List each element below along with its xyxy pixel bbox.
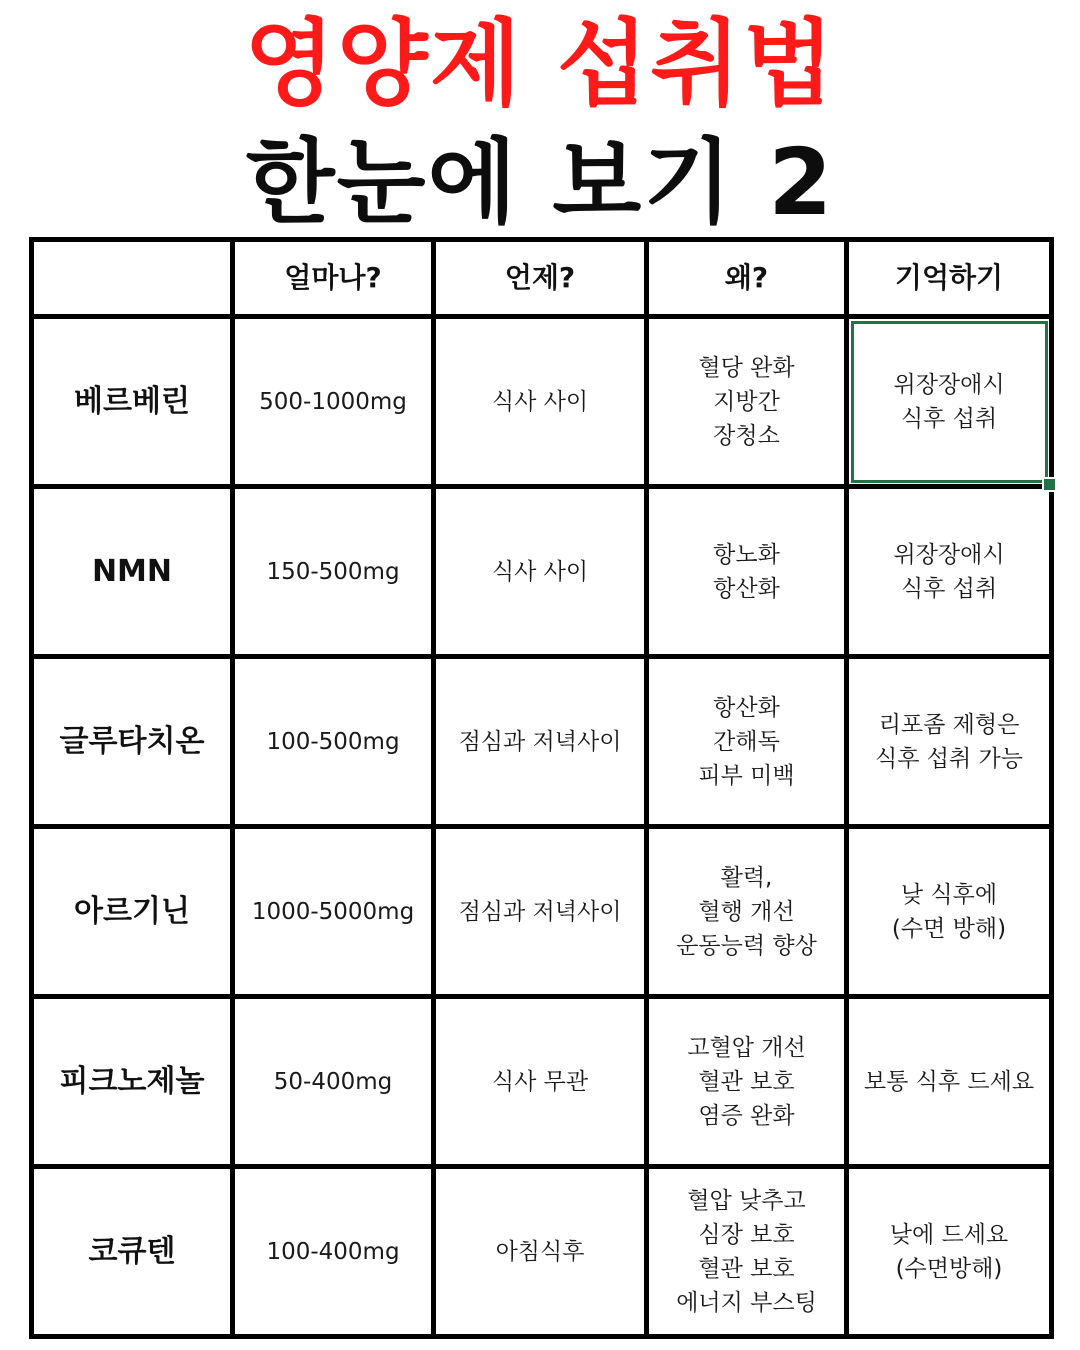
cell-when[interactable]: 점심과 저녁사이 <box>434 827 647 997</box>
cell-when[interactable]: 식사 사이 <box>434 487 647 657</box>
cell-name[interactable]: NMN <box>32 487 233 657</box>
cell-remember[interactable]: 보통 식후 드세요 <box>847 997 1052 1167</box>
table-row <box>32 827 1052 997</box>
cell-why[interactable]: 항산화 간해독 피부 미백 <box>647 657 847 827</box>
table-row <box>32 317 1052 487</box>
cell-when[interactable]: 아침식후 <box>434 1167 647 1337</box>
table-header-row <box>32 240 1052 317</box>
cell-amount[interactable]: 1000-5000mg <box>233 827 434 997</box>
cell-amount[interactable]: 100-500mg <box>233 657 434 827</box>
cell-why[interactable]: 항노화 항산화 <box>647 487 847 657</box>
cell-when[interactable]: 식사 사이 <box>434 317 647 487</box>
fill-handle[interactable] <box>1042 477 1057 492</box>
cell-why[interactable]: 혈당 완화 지방간 장청소 <box>647 317 847 487</box>
table-row <box>32 997 1052 1167</box>
selected-cell-remember[interactable] <box>847 317 1052 487</box>
cell-name[interactable]: 피크노제놀 <box>32 997 233 1167</box>
header-cell-amount[interactable]: 얼마나? <box>233 240 434 317</box>
cell-why[interactable]: 혈압 낮추고 심장 보호 혈관 보호 에너지 부스팅 <box>647 1167 847 1337</box>
cell-name[interactable]: 아르기닌 <box>32 827 233 997</box>
cell-remember[interactable]: 위장장애시 식후 섭취 <box>847 487 1052 657</box>
header-cell-why[interactable]: 왜? <box>647 240 847 317</box>
cell-name[interactable]: 코큐텐 <box>32 1167 233 1337</box>
cell-why[interactable]: 고혈압 개선 혈관 보호 염증 완화 <box>647 997 847 1167</box>
header-cell-when[interactable]: 언제? <box>434 240 647 317</box>
cell-remember-text: 위장장애시 식후 섭취 <box>893 371 1005 432</box>
header-cell-remember[interactable]: 기억하기 <box>847 240 1052 317</box>
cell-amount[interactable]: 100-400mg <box>233 1167 434 1337</box>
table-row <box>32 657 1052 827</box>
cell-name[interactable]: 글루타치온 <box>32 657 233 827</box>
title-line-1: 영양제 섭취법 <box>244 10 836 119</box>
supplement-table <box>29 237 1049 1339</box>
title-line-2: 한눈에 보기 2 <box>245 129 835 236</box>
cell-why[interactable]: 활력, 혈행 개선 운동능력 향상 <box>647 827 847 997</box>
cell-name[interactable]: 베르베린 <box>32 317 233 487</box>
cell-amount[interactable]: 150-500mg <box>233 487 434 657</box>
cell-amount[interactable]: 500-1000mg <box>233 317 434 487</box>
cell-when[interactable]: 식사 무관 <box>434 997 647 1167</box>
cell-remember[interactable]: 리포좀 제형은 식후 섭취 가능 <box>847 657 1052 827</box>
cell-when[interactable]: 점심과 저녁사이 <box>434 657 647 827</box>
cell-amount[interactable]: 50-400mg <box>233 997 434 1167</box>
table-row <box>32 487 1052 657</box>
cell-remember[interactable]: 낮 식후에 (수면 방해) <box>847 827 1052 997</box>
table-row <box>32 1167 1052 1337</box>
header-cell-empty[interactable] <box>32 240 233 317</box>
cell-remember[interactable]: 낮에 드세요 (수면방해) <box>847 1167 1052 1337</box>
